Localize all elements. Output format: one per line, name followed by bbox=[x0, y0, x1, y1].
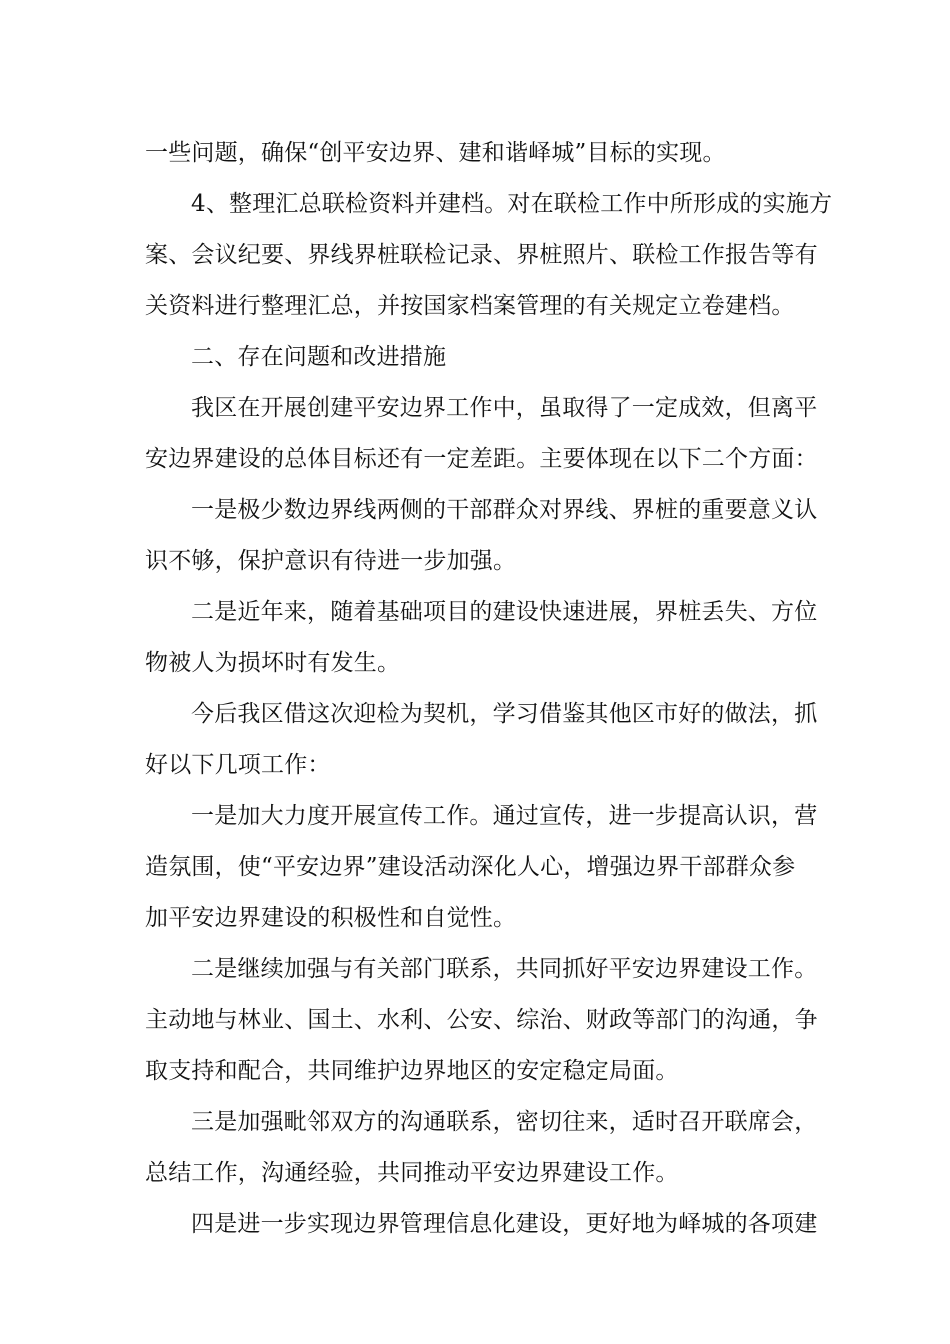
text-line: 总结工作，沟通经验，共同推动平安边界建设工作。 bbox=[145, 1160, 679, 1186]
text-line: 三是加强毗邻双方的沟通联系，密切往来，适时召开联席会， bbox=[191, 1109, 818, 1135]
document-page bbox=[145, 128, 833, 1250]
text-line: 案、会议纪要、界线界桩联检记录、界桩照片、联检工作报告等有 bbox=[145, 242, 818, 268]
text-line: 今后我区借这次迎检为契机，学习借鉴其他区市好的做法，抓 bbox=[191, 701, 818, 727]
text-line: 取支持和配合，共同维护边界地区的安定稳定局面。 bbox=[145, 1058, 679, 1084]
text-line: 一些问题，确保“创平安边界、建和谐峄城”目标的实现。 bbox=[145, 140, 726, 166]
text-line: 关资料进行整理汇总，并按国家档案管理的有关规定立卷建档。 bbox=[145, 293, 795, 319]
text-line: 一是加大力度开展宣传工作。通过宣传，进一步提高认识，营 bbox=[191, 803, 818, 829]
text-line: 二是近年来，随着基础项目的建设快速进展，界桩丢失、方位 bbox=[191, 599, 818, 625]
text-line: 造氛围，使“平安边界”建设活动深化人心，增强边界干部群众参 bbox=[145, 854, 796, 880]
text-line: 4、整理汇总联检资料并建档。对在联检工作中所形成的实施方 bbox=[191, 191, 833, 217]
text-line: 好以下几项工作： bbox=[145, 752, 331, 778]
text-line: 安边界建设的总体目标还有一定差距。主要体现在以下二个方面： bbox=[145, 446, 818, 472]
text-line: 一是极少数边界线两侧的干部群众对界线、界桩的重要意义认 bbox=[191, 497, 818, 523]
text-line: 物被人为损坏时有发生。 bbox=[145, 650, 401, 676]
text-line: 识不够，保护意识有待进一步加强。 bbox=[145, 548, 517, 574]
text-line: 加平安边界建设的积极性和自觉性。 bbox=[145, 905, 517, 931]
text-line: 二是继续加强与有关部门联系，共同抓好平安边界建设工作。 bbox=[191, 956, 818, 982]
text-line: 我区在开展创建平安边界工作中，虽取得了一定成效，但离平 bbox=[191, 395, 818, 421]
section-heading: 二、存在问题和改进措施 bbox=[191, 344, 447, 370]
text-line: 主动地与林业、国土、水利、公安、综治、财政等部门的沟通，争 bbox=[145, 1007, 818, 1033]
text-line: 四是进一步实现边界管理信息化建设，更好地为峄城的各项建 bbox=[191, 1211, 818, 1237]
